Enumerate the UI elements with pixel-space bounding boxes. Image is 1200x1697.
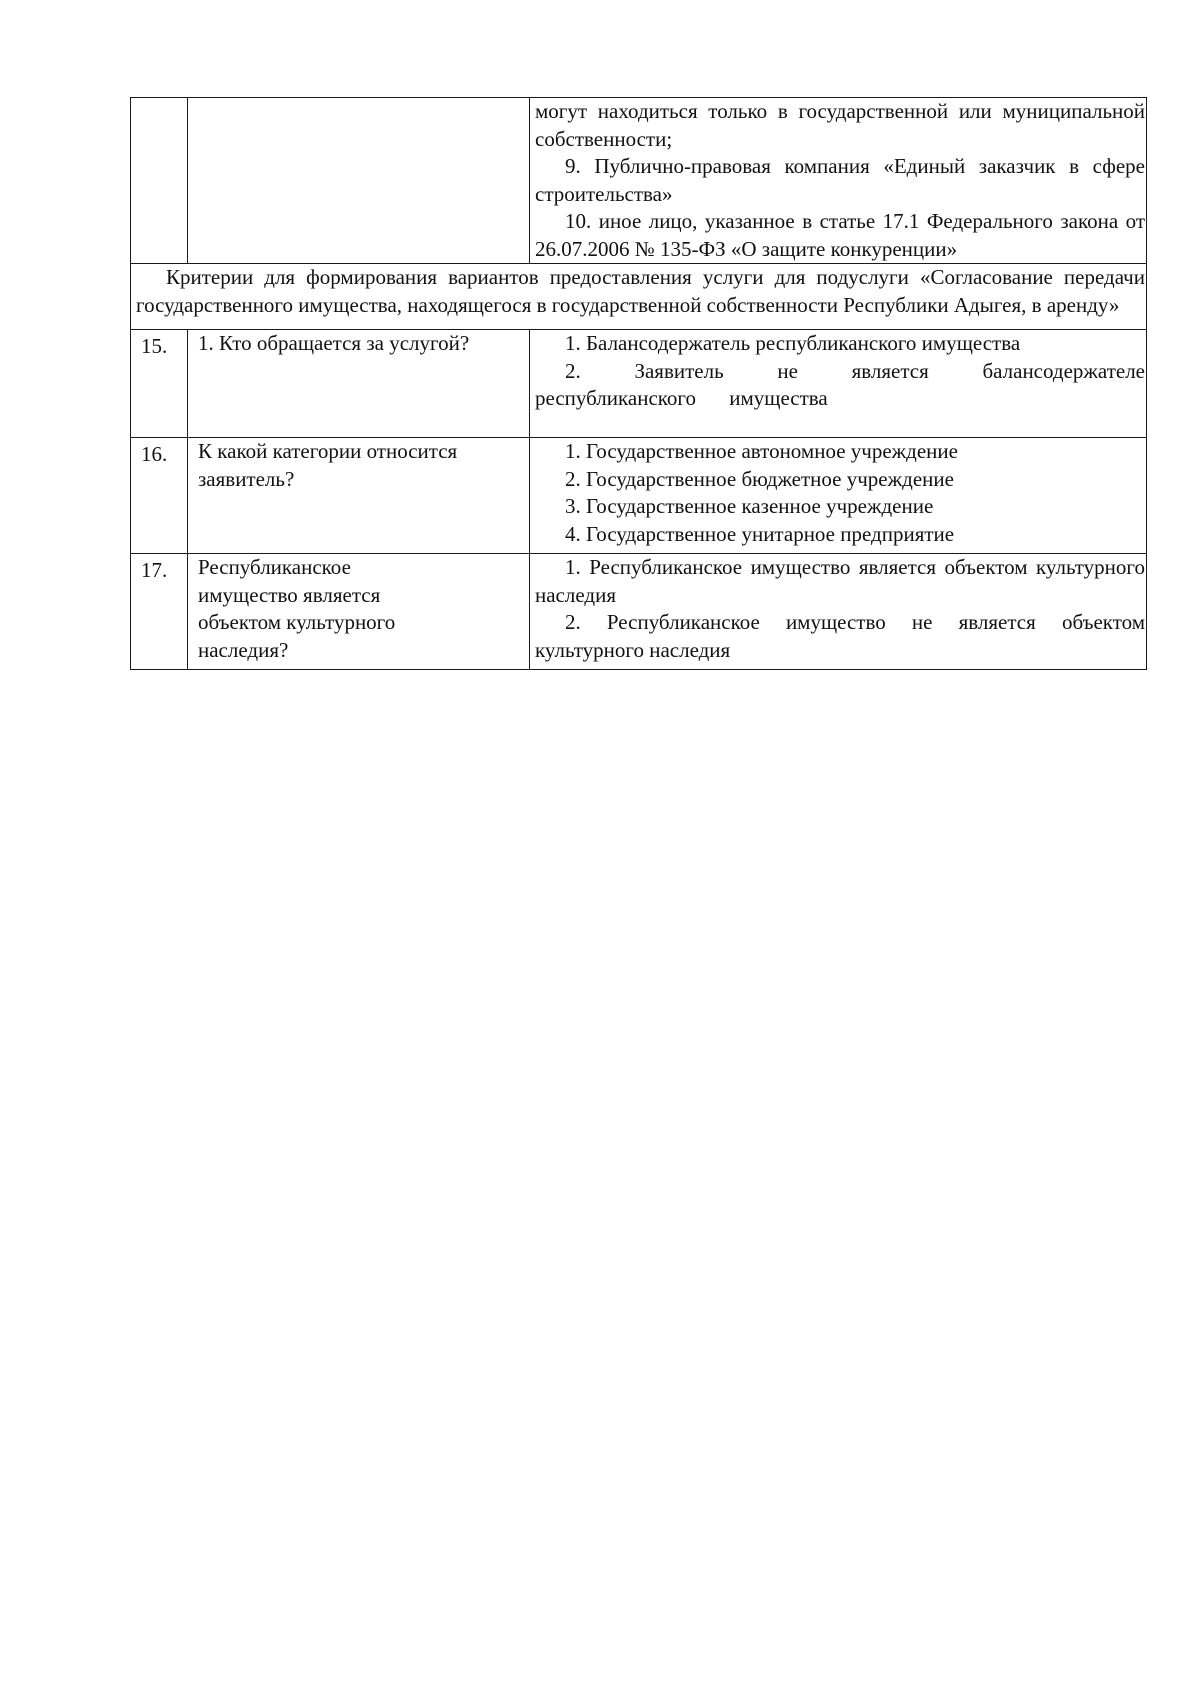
answer-option: 2. Государственное бюджетное учреждение xyxy=(565,466,954,491)
section-heading: Критерии для формирования вариантов предоставления услуги для подуслуги «Согласование передачи государственного имущества, находящегося в государственной собственности Республики Адыгея, в аренду» xyxy=(136,265,1145,317)
row-number: 15. xyxy=(141,334,168,358)
answer-option: 1. Балансодержатель республиканского имущества xyxy=(565,331,1021,355)
answer-option: 1. Государственное автономное учреждение xyxy=(565,439,958,463)
section-heading-cell xyxy=(131,264,1147,330)
row-number-cell xyxy=(131,330,188,438)
question-text: Республиканское имущество является объектом культурного наследия? xyxy=(198,555,396,662)
answer-cell xyxy=(530,554,1147,670)
table-row-continuation xyxy=(131,98,1147,264)
question-cell xyxy=(188,554,530,670)
row-number: 17. xyxy=(141,558,168,582)
question-text: К какой категории относится заявитель? xyxy=(198,439,458,491)
answer-option: 1. Республиканское имущество является объектом культурного наследия xyxy=(535,555,1145,607)
answer-cell xyxy=(530,438,1147,554)
table-row xyxy=(131,330,1147,438)
row-number: 16. xyxy=(141,442,168,466)
answer-option: 2. Республиканское имущество не является объектом культурного наследия xyxy=(535,610,1145,662)
row-number-cell xyxy=(131,438,188,554)
question-text: 1. Кто обращается за услугой? xyxy=(198,331,470,355)
answer-cell xyxy=(530,98,1147,264)
row-number-cell xyxy=(131,554,188,670)
answer-cell xyxy=(530,330,1147,438)
answer-option: 2. Заявитель не является балансодержателе республиканского имущества xyxy=(535,358,1145,410)
question-cell xyxy=(188,330,530,438)
table-row-section-heading xyxy=(131,264,1147,330)
answer-option: 3. Государственное казенное учреждение xyxy=(565,494,934,518)
table-row xyxy=(131,554,1147,670)
row-number-cell xyxy=(131,98,188,264)
answer-line: могут находиться только в государственной или муниципальной собственности; xyxy=(535,99,1145,151)
answer-option: 4. Государственное унитарное предприятие xyxy=(565,521,955,546)
table-row xyxy=(131,438,1147,554)
question-cell xyxy=(188,438,530,554)
question-cell xyxy=(188,98,530,264)
answer-line: 9. Публично-правовая компания «Единый заказчик в сфере строительства» xyxy=(535,154,1145,206)
answer-line: 10. иное лицо, указанное в статье 17.1 Федерального закона от 26.07.2006 № 135-ФЗ «О защите конкуренции» xyxy=(535,209,1145,261)
criteria-table xyxy=(130,97,1147,670)
